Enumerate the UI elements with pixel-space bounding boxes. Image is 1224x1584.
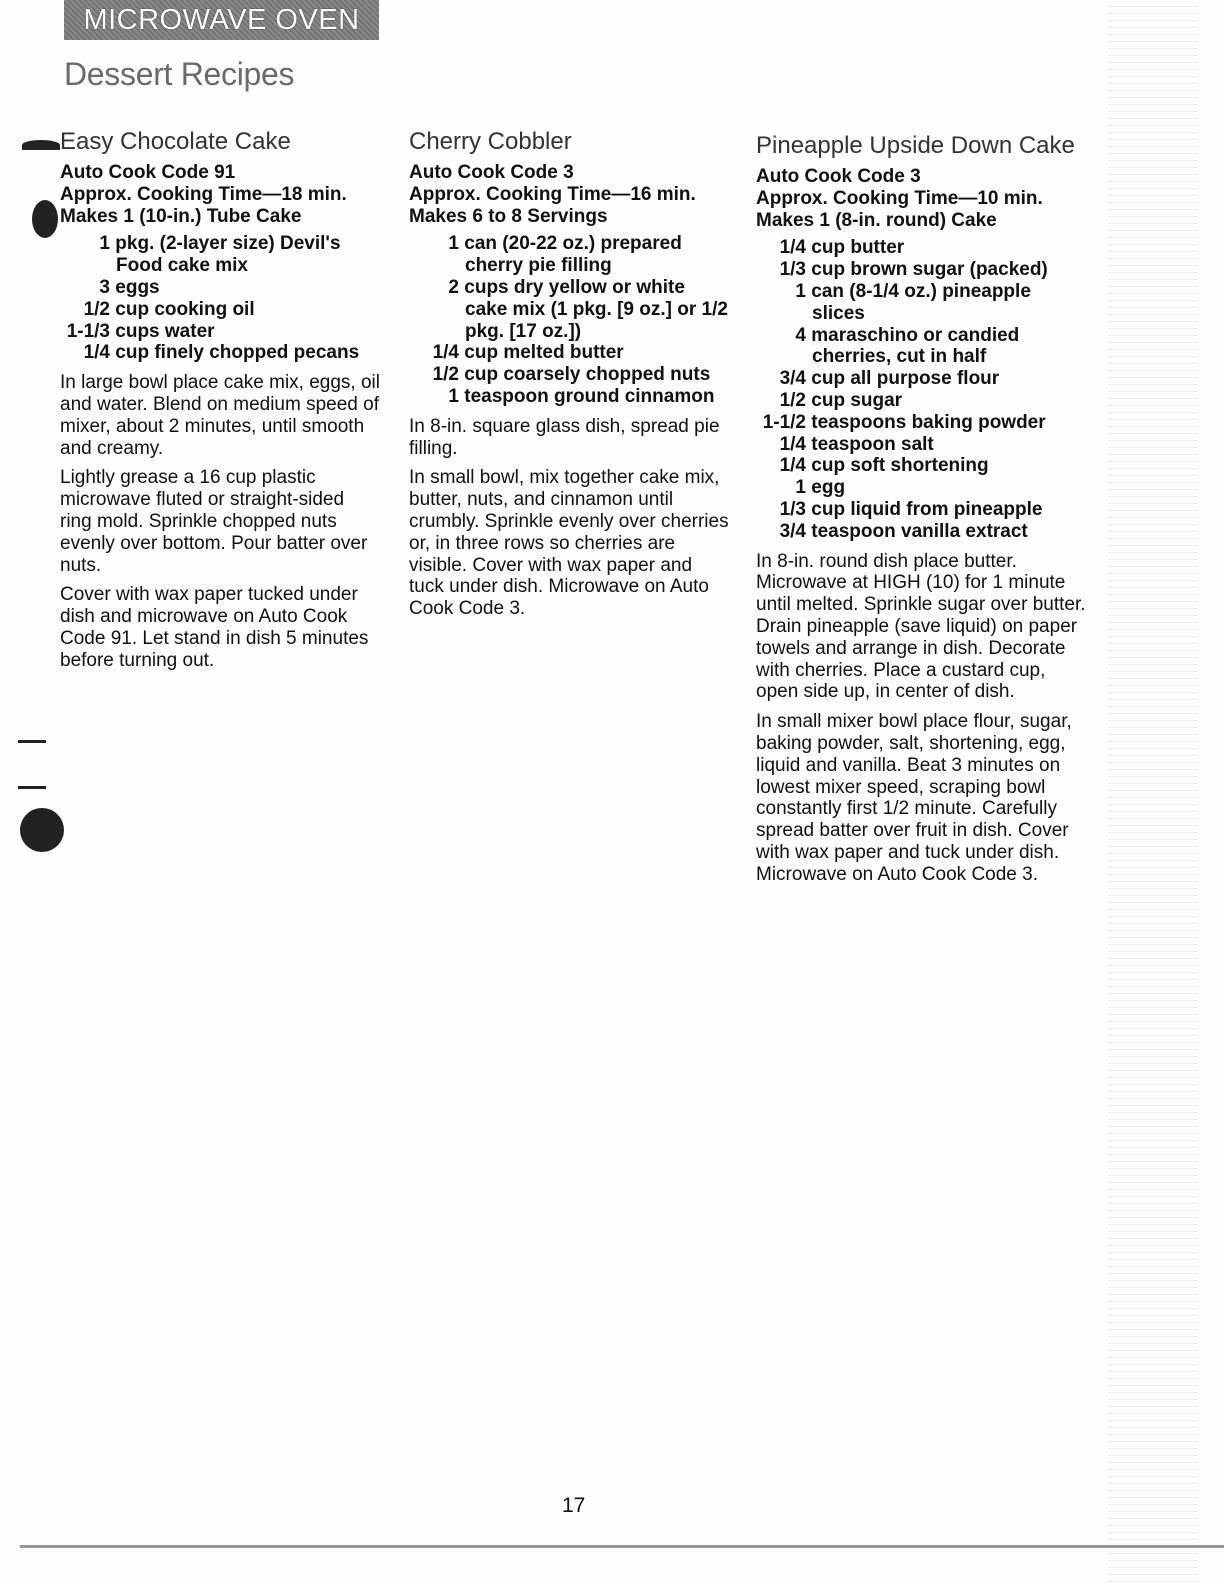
direction-paragraph: In 8-in. round dish place butter. Microwave at HIGH (10) for 1 minute until melted. Sprinkle sugar over butter. Drain pineapple (save liquid) on paper towels and arrange in dish. Decorate with cherries. Place a custard cup, open side up, in center of dish. — [756, 550, 1086, 703]
ingredient-item — [756, 455, 1086, 477]
ingredient-item — [756, 412, 1086, 434]
ingredient-item — [60, 342, 380, 364]
yield: Makes 1 (10-in.) Tube Cake — [60, 205, 302, 227]
ingredient-qty: 1-1/3 — [66, 320, 110, 342]
direction-paragraph: In 8-in. square glass dish, spread pie filling. — [409, 415, 720, 459]
ingredient-qty: 3 — [99, 276, 110, 298]
ingredient-list — [409, 233, 729, 407]
ingredient-qty: 1/3 — [779, 498, 806, 520]
ingredient-text: cup melted butter — [464, 342, 624, 364]
ingredient-item — [409, 364, 729, 386]
ingredient-qty: 1 — [448, 385, 459, 407]
yield: Makes 1 (8-in. round) Cake — [756, 209, 997, 231]
ingredient-qty: 1/2 — [432, 364, 459, 386]
ingredient-text: maraschino or candied cherries, cut in half — [811, 324, 1020, 368]
bottom-rule — [20, 1545, 1224, 1548]
recipe-meta — [60, 162, 380, 227]
recipe-title: Cherry Cobbler — [409, 128, 572, 155]
ingredient-text: can (8-1/4 oz.) pineapple slices — [811, 280, 1031, 324]
ingredient-text: can (20-22 oz.) prepared cherry pie filling — [464, 233, 682, 277]
ingredient-qty: 1/4 — [779, 237, 806, 259]
directions — [60, 372, 380, 671]
ingredient-item — [756, 237, 1086, 259]
ingredient-text: cup all purpose flour — [811, 368, 1000, 390]
binder-hole-mark — [20, 808, 64, 852]
binder-hole-mark — [18, 786, 46, 789]
ingredient-text: teaspoon salt — [811, 433, 934, 455]
direction-paragraph: In large bowl place cake mix, eggs, oil and water. Blend on medium speed of mixer, about 2 minutes, until smooth and creamy. — [60, 372, 380, 459]
ingredient-text: cups dry yellow or white cake mix (1 pkg. [9 oz.] or 1/2 pkg. [17 oz.]) — [464, 276, 728, 342]
ingredient-qty: 1/4 — [432, 342, 459, 364]
ingredient-list — [60, 233, 380, 364]
ingredient-text: teaspoon ground cinnamon — [464, 385, 715, 407]
scan-edge-strip — [1108, 0, 1198, 1584]
ingredient-qty: 1/4 — [779, 433, 806, 455]
recipe-meta — [756, 166, 1086, 231]
cooking-time: Approx. Cooking Time—10 min. — [756, 187, 1043, 209]
ingredient-item — [756, 477, 1086, 499]
recipe-column-2 — [409, 128, 729, 628]
recipe-title: Pineapple Upside Down Cake — [756, 132, 1075, 159]
ingredient-text: cup brown sugar (packed) — [811, 259, 1048, 281]
ingredient-item — [756, 325, 1086, 369]
ingredient-qty: 1 — [99, 233, 110, 255]
ingredient-qty: 1 — [795, 280, 806, 302]
ingredient-item — [409, 233, 729, 277]
ingredient-qty: 1/2 — [83, 298, 110, 320]
ingredient-item — [756, 281, 1086, 325]
ingredient-text: cup butter — [811, 237, 905, 259]
ingredient-item — [756, 434, 1086, 456]
ingredient-list — [756, 237, 1086, 542]
directions — [756, 551, 1086, 886]
auto-cook-code: Auto Cook Code 3 — [756, 166, 921, 187]
ingredient-item — [60, 277, 380, 299]
ingredient-item — [409, 277, 729, 342]
ingredient-item — [756, 259, 1086, 281]
auto-cook-code: Auto Cook Code 3 — [409, 162, 574, 183]
ingredient-item — [409, 386, 729, 408]
ingredient-item — [60, 299, 380, 321]
recipe-column-1 — [60, 128, 380, 680]
ingredient-item — [60, 321, 380, 343]
ingredient-text: cup liquid from pineapple — [811, 498, 1043, 520]
direction-paragraph: Lightly grease a 16 cup plastic microwave fluted or straight-sided ring mold. Sprinkle chopped nuts evenly over bottom. Pour batter over nuts. — [60, 467, 368, 576]
ingredient-text: teaspoons baking powder — [811, 411, 1046, 433]
ingredient-text: cup sugar — [811, 389, 903, 411]
ingredient-item — [756, 368, 1086, 390]
ingredient-qty: 1/4 — [83, 342, 110, 364]
ingredient-item — [756, 390, 1086, 412]
binder-hole-mark — [18, 740, 46, 743]
directions — [409, 416, 729, 620]
direction-paragraph: In small mixer bowl place flour, sugar, baking powder, salt, shortening, egg, liquid and vanilla. Beat 3 minutes on lowest mixer speed, scraping bowl constantly first 1/2 minute. Carefully spread batter over fruit in dish. Cover with wax paper and tuck under dish. Microwave on Auto Cook Code 3. — [756, 711, 1072, 885]
ingredient-qty: 1/4 — [779, 455, 806, 477]
ingredient-qty: 2 — [448, 276, 459, 298]
yield: Makes 6 to 8 Servings — [409, 205, 608, 227]
ingredient-qty: 1/3 — [779, 259, 806, 281]
cooking-time: Approx. Cooking Time—16 min. — [409, 183, 696, 205]
ingredient-qty: 1-1/2 — [762, 411, 806, 433]
ingredient-qty: 1/2 — [779, 389, 806, 411]
ingredient-text: egg — [811, 477, 846, 499]
banner: MICROWAVE OVEN — [64, 0, 379, 40]
ingredient-text: cup cooking oil — [115, 298, 255, 320]
binder-hole-mark — [32, 200, 58, 238]
ingredient-text: cup coarsely chopped nuts — [464, 364, 711, 386]
ingredient-qty: 3/4 — [779, 520, 806, 542]
recipe-column-3 — [756, 132, 1086, 894]
ingredient-text: cup soft shortening — [811, 455, 989, 477]
ingredient-text: teaspoon vanilla extract — [811, 520, 1028, 542]
ingredient-item — [60, 233, 380, 277]
direction-paragraph: In small bowl, mix together cake mix, butter, nuts, and cinnamon until crumbly. Sprinkle evenly over cherries or, in three rows so cherries are visible. Cover with wax paper and tuck under dish. Microwave on Auto Cook Code 3. — [409, 467, 729, 620]
ingredient-qty: 1 — [795, 477, 806, 499]
cooking-time: Approx. Cooking Time—18 min. — [60, 183, 347, 205]
direction-paragraph: Cover with wax paper tucked under dish and microwave on Auto Cook Code 91. Let stand in dish 5 minutes before turning out. — [60, 584, 369, 671]
section-title: Dessert Recipes — [64, 56, 295, 92]
ingredient-text: eggs — [115, 276, 160, 298]
ingredient-qty: 3/4 — [779, 368, 806, 390]
ingredient-text: pkg. (2-layer size) Devil's Food cake mix — [115, 233, 341, 277]
recipe-meta — [409, 162, 729, 227]
ingredient-text: cups water — [115, 320, 215, 342]
ingredient-item — [756, 521, 1086, 543]
ingredient-qty: 1 — [448, 233, 459, 255]
ingredient-text: cup finely chopped pecans — [115, 342, 360, 364]
auto-cook-code: Auto Cook Code 91 — [60, 162, 236, 183]
page-number: 17 — [562, 1494, 586, 1517]
ingredient-qty: 4 — [795, 324, 806, 346]
recipe-title: Easy Chocolate Cake — [60, 128, 291, 155]
ingredient-item — [756, 499, 1086, 521]
binder-hole-mark — [22, 140, 60, 150]
ingredient-item — [409, 342, 729, 364]
